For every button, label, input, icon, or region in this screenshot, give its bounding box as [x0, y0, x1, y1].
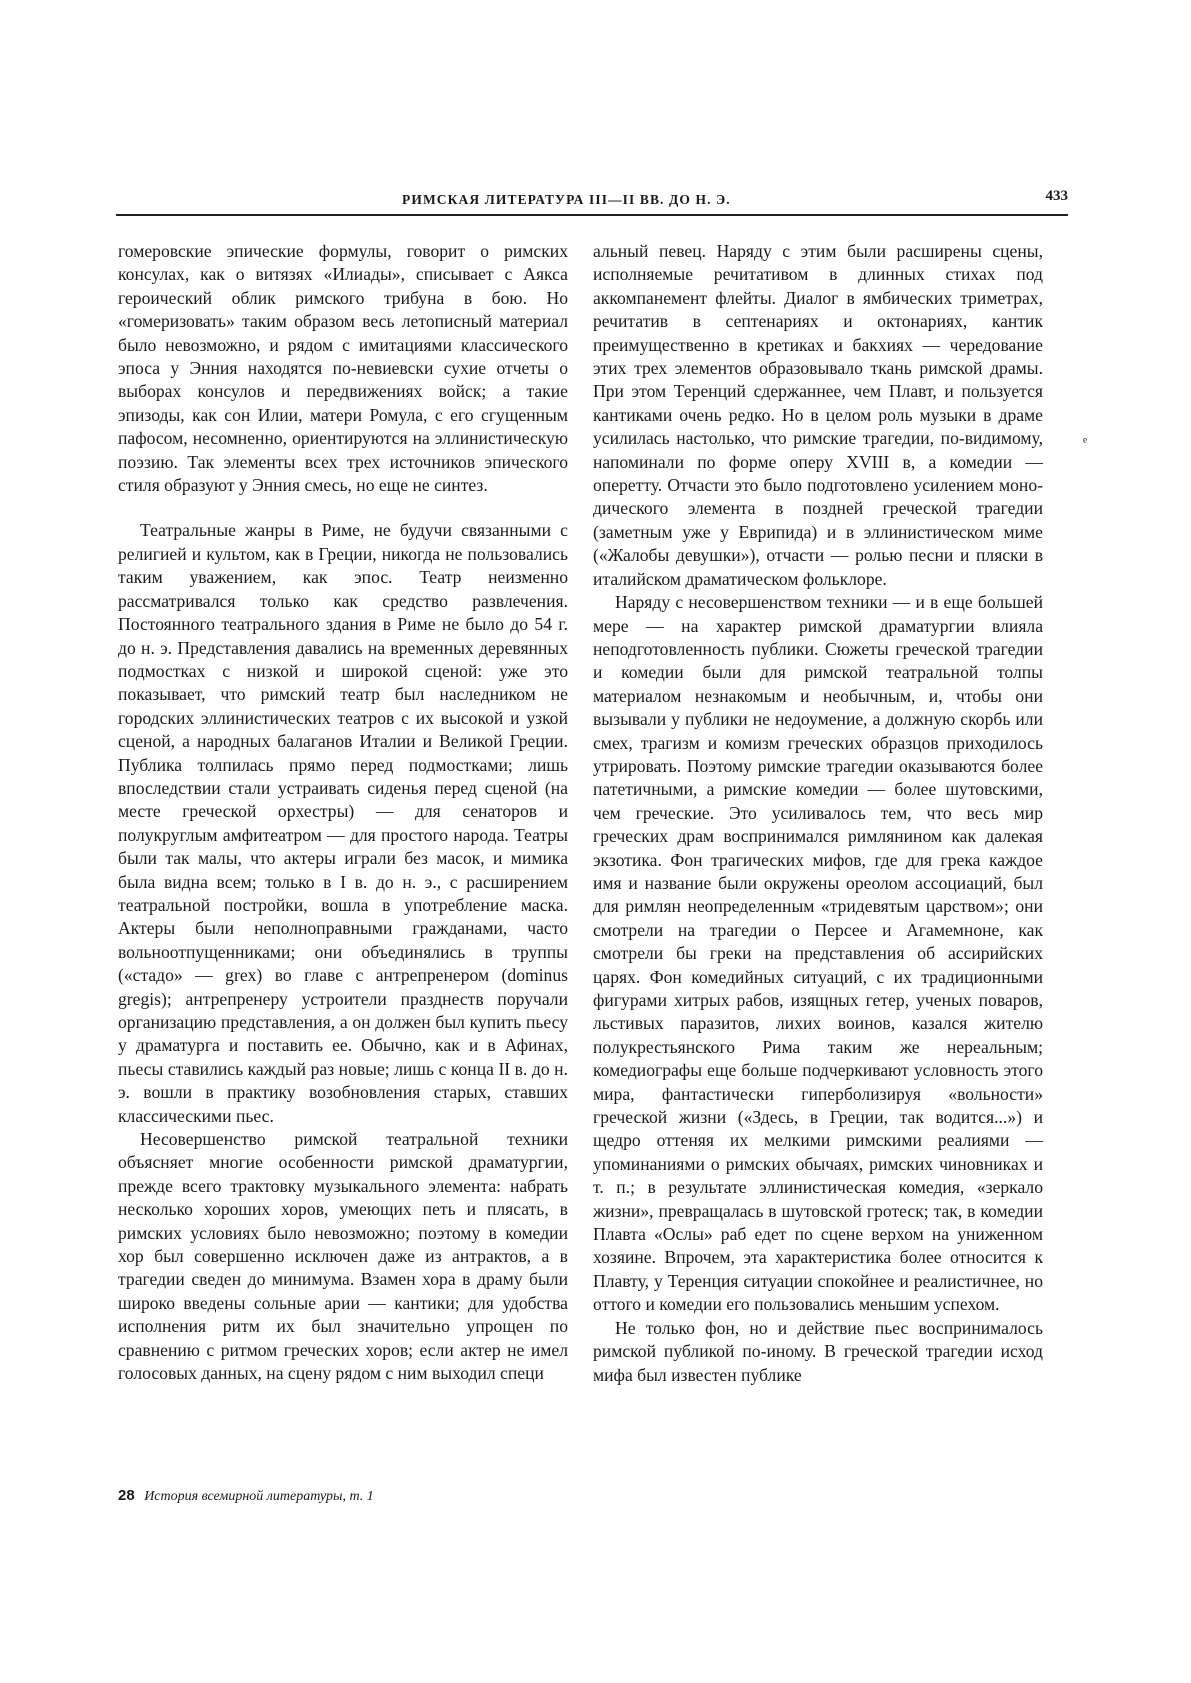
header-rule: [116, 214, 1068, 216]
left-paragraph-3: Несовершенство римской театральной техники объясняет многие особенности римской драматургии, прежде всего трактовку музыкального элемента: набрать несколько хороших хоров, умеющих петь и плясать, в римских условиях было невозможно; поэтому в комедии хор был совершенно исключен даже из антрактов, а в трагедии сведен до минимума. Взамен хора в драму были широко введены сольные арии — кантики; для удобства исполнения ритм их был значительно упрощен по сравнению с ритмом греческих хоров; если актер не имел голосовых данных, на сцену рядом с ним выходил специ: [118, 1129, 568, 1384]
left-column: [118, 240, 568, 1386]
signature-number: 28: [118, 1487, 135, 1504]
running-header: [116, 188, 1068, 218]
right-column: [593, 240, 1043, 1387]
margin-mark: ₑ: [1083, 428, 1088, 445]
left-paragraph-1: гомеровские эпические формулы, говорит о римских консулах, как о витязях «Илиады», списывает с Аякса героический облик римского трибуна в бою. Но «гомеризовать» таким образом весь летописный материал было невозможно, и рядом с имитациями классического эпоса у Энния находятся по-невиевски сухие отчеты о выборах консулов и передвижениях войск; а такие эпизоды, как сон Илии, матери Ромула, с его сгущенным пафосом, несомненно, ориентируются на эллинистическую поэзию. Так элементы всех трех источников эпического стиля образуют у Энния смесь, но еще не синтез.: [118, 241, 568, 496]
right-paragraph-2: Наряду с несовершенством техники — и в еще большей мере — на характер римской драматургии влияла неподготовленность публики. Сюжеты греческой трагедии и комедии были для римской театральной толпы материалом незнакомым и необычным, и, чтобы они вызывали у публики не недоумение, а должную скорбь или смех, трагизм и комизм греческих образцов приходилось утрировать. Поэтому римские трагедии оказываются более патетичными, а римские комедии — более шутовскими, чем греческие. Это усиливалось тем, что весь мир греческих драм воспринимался римлянином как далекая экзотика. Фон трагических мифов, где для грека каждое имя и название были окружены ореолом ассоциаций, был для римлян неопределенным «тридевятым царством»; они смотрели на трагедии о Персее и Агамемноне, как смотрели бы греки на представления об ассирийских царях. Фон комедийных ситуаций, с их традиционными фигурами хитрых рабов, изящных гетер, ученых поваров, льстивых паразитов, лихих воинов, казался жителю полукрестьянского Рима таким же нереальным; комедиографы еще больше подчеркивают условность этого мира, фантастически гиперболизируя «вольности» греческой жизни («Здесь, в Греции, так водится...») и щедро оттеняя их мелкими римскими реалиями — упоминаниями о римских обычаях, римских чиновниках и т. п.; в результате эллинистическая комедия, «зеркало жизни», превращалась в шутовской гротеск; так, в комедии Плавта «Ослы» раб едет по сцене верхом на униженном хозяине. Впрочем, эта характеристика более относится к Плавту, у Теренция ситуации спокойнее и реалистичнее, но оттого и комедии его пользовались меньшим успехом.: [593, 592, 1043, 1315]
running-title: РИМСКАЯ ЛИТЕРАТУРА III—II ВВ. ДО Н. Э.: [402, 192, 731, 207]
right-paragraph-3: Не только фон, но и действие пьес воспринималось римской публикой по-иному. В греческой трагедии исход мифа был известен публике: [593, 1317, 1043, 1385]
page-number: 433: [1045, 188, 1068, 204]
footer-signature-line: [118, 1487, 374, 1505]
left-paragraph-2: Театральные жанры в Риме, не будучи связанными с религией и культом, как в Греции, никогда не пользовались таким уважением, как эпос. Театр неизменно рассматривался только как средство развлечения. Постоянного театрального здания в Риме не было до 54 г. до н. э. Представления давались на временных деревянных подмостках с низкой и широкой сценой: уже это показывает, что римский театр был наследником не городских эллинистических театров с их высокой и узкой сценой, а народных балаганов Италии и Великой Греции. Публика толпилась прямо перед подмостками; лишь впоследствии стали устраивать сиденья перед сценой (на месте греческой орхестры) — для сенаторов и полукруглым амфитеатром — для простого народа. Театры были так малы, что актеры играли без масок, и мимика была видна всем; только в I в. до н. э., с расширением театральной постройки, вошла в употребление маска. Актеры были неполноправными гражданами, часто вольноотпущенниками; они объединялись в труппы («стадо» — grex) во главе с антрепренером (dominus gregis); антрепренеру устроители празднеств поручали организацию представления, а он должен был купить пьесу у драматурга и поставить ее. Обычно, как и в Афинах, пьесы ставились каждый раз новые; лишь с конца II в. до н. э. вошли в практику возобновления старых, ставших классическими пьес.: [118, 520, 568, 1126]
right-paragraph-1: альный певец. Наряду с этим были расширены сцены, исполняемые речитативом в длинных стихах под аккомпанемент флейты. Диалог в ямбических триметрах, речитатив в септенариях и октонариях, кантик преимущественно в кретиках и бакхиях — чередование этих трех элементов образовывало ткань римской драмы. При этом Теренций сдержаннее, чем Плавт, и пользуется кантиками очень редко. Но в целом роль музыки в драме усилилась настолько, что римские трагедии, по-видимому, напоминали по форме оперу XVIII в, а комедии — оперетту. Отчасти это было подготовлено усилением монодического элемента в поздней греческой трагедии (заметным уже у Еврипида) и в эллинистическом миме («Жалобы девушки»), отчасти — ролью песни и пляски в италийском драматическом фольклоре.: [593, 241, 1043, 589]
signature-title: История всемирной литературы, т. 1: [144, 1489, 374, 1504]
section-gap: [118, 497, 568, 519]
